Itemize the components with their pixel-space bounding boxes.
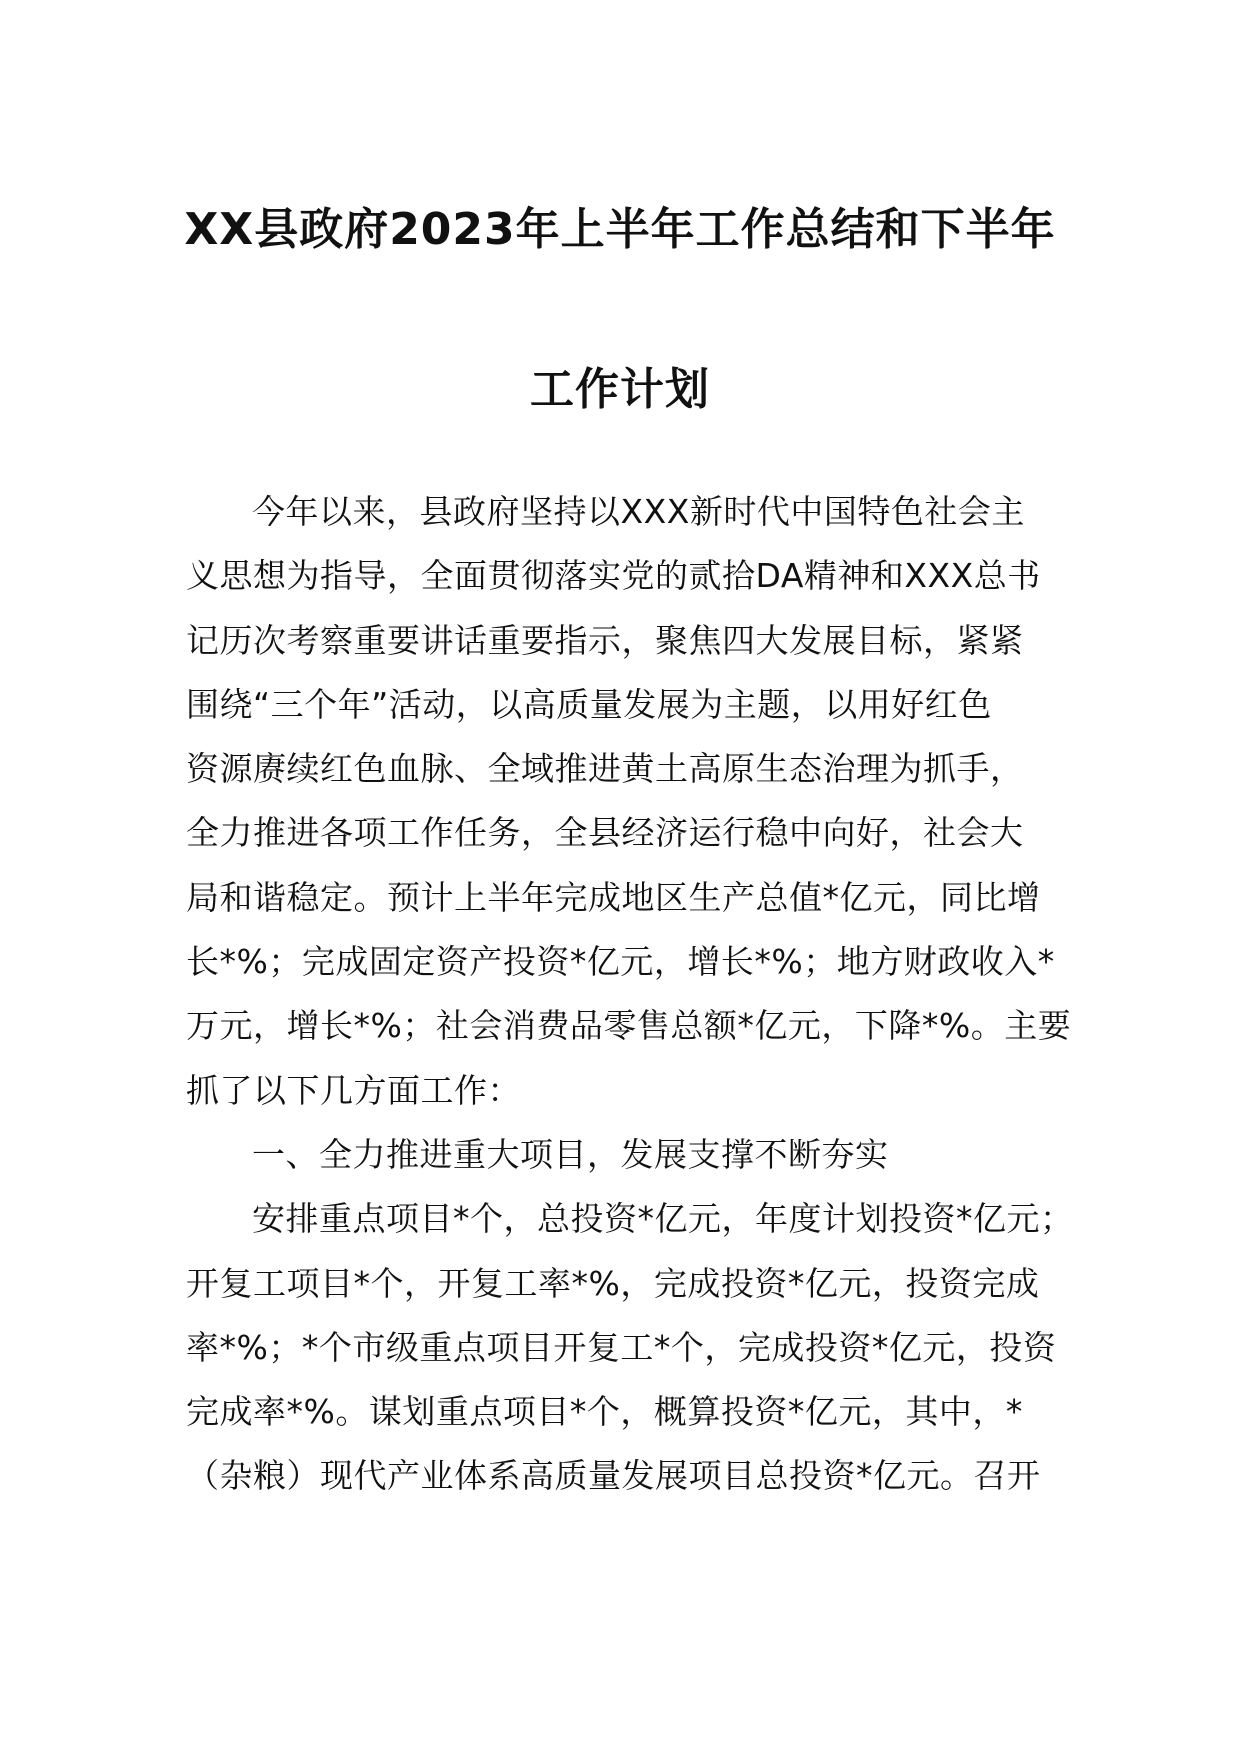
document-title-line-2: 工作计划 <box>530 364 710 415</box>
body-line: 今年以来，县政府坚持以XXX新时代中国特色社会主 <box>252 492 1025 531</box>
body-line: 完成率*%。谋划重点项目*个，概算投资*亿元，其中，* <box>186 1392 1023 1432</box>
body-line: 一、全力推进重大项目，发展支撑不断夯实 <box>252 1134 889 1174</box>
body-line: 资源赓续红色血脉、全域推进黄土高原生态治理为抓手， <box>186 749 1024 789</box>
body-line: 围绕“三个年”活动，以高质量发展为主题，以用好红色 <box>186 684 992 724</box>
body-line: 率*%；*个市级重点项目开复工*个，完成投资*亿元，投资 <box>186 1327 1057 1367</box>
body-line: 局和谐稳定。预计上半年完成地区生产总值*亿元，同比增 <box>186 877 1041 917</box>
document-body <box>186 480 1074 1509</box>
body-line: 记历次考察重要讲话重要指示，聚焦四大发展目标，紧紧 <box>186 620 1024 660</box>
body-line: 开复工项目*个，开复工率*%，完成投资*亿元，投资完成 <box>186 1263 1040 1303</box>
body-line: 安排重点项目*个，总投资*亿元，年度计划投资*亿元； <box>252 1199 1074 1239</box>
body-line: 长*%；完成固定资产投资*亿元，增长*%；地方财政收入* <box>186 942 1055 982</box>
body-line: 义思想为指导，全面贯彻落实党的贰拾DA精神和XXX总书 <box>186 556 1041 596</box>
body-line: 抓了以下几方面工作： <box>186 1070 521 1110</box>
body-line: 全力推进各项工作任务，全县经济运行稳中向好，社会大 <box>186 813 1024 853</box>
body-line: 万元，增长*%；社会消费品零售总额*亿元，下降*%。主要 <box>186 1006 1072 1046</box>
body-line: （杂粮）现代产业体系高质量发展项目总投资*亿元。召开 <box>186 1456 1041 1496</box>
document-title-line-1: XX县政府2023年上半年工作总结和下半年 <box>184 204 1056 255</box>
